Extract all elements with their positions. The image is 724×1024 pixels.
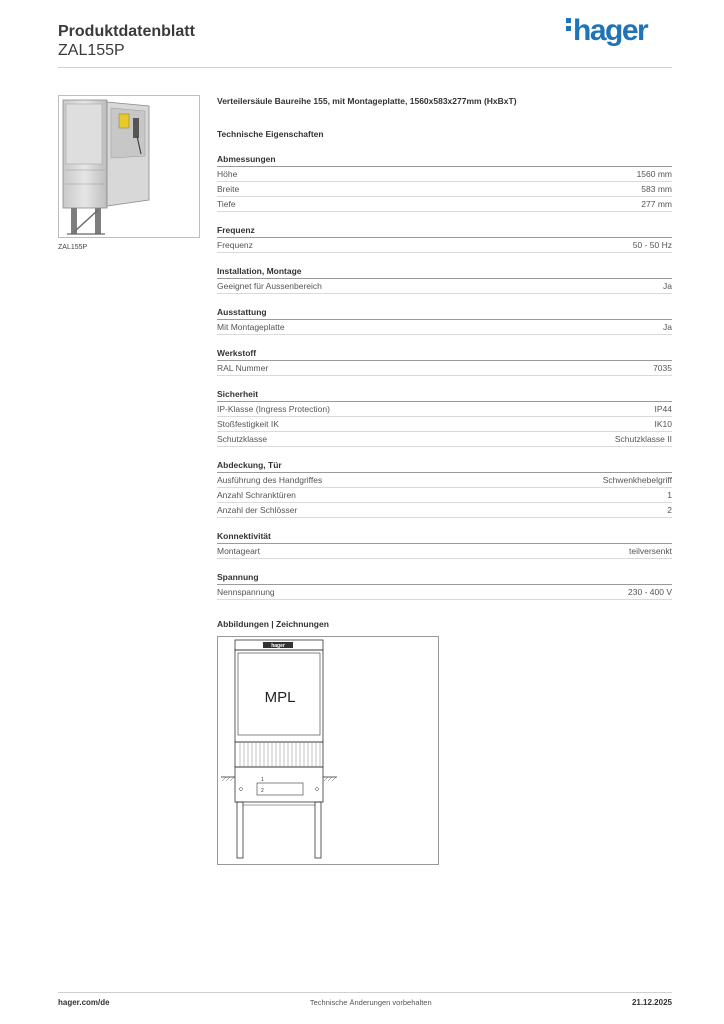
row-label: Nennspannung — [217, 587, 275, 597]
row-value: IP44 — [654, 404, 672, 414]
table-row — [217, 238, 672, 253]
row-value: teilversenkt — [629, 546, 672, 556]
row-label: RAL Nummer — [217, 363, 269, 373]
section-title: Werkstoff — [217, 347, 672, 361]
row-label: Breite — [217, 184, 240, 194]
row-value: Ja — [663, 322, 672, 332]
row-value: 1560 mm — [636, 169, 672, 179]
row-value: 50 - 50 Hz — [632, 240, 672, 250]
product-code: ZAL155P — [58, 42, 125, 59]
cabinet-drawing-icon — [218, 637, 438, 864]
technical-properties-heading: Technische Eigenschaften — [217, 129, 324, 139]
document-title: Produktdatenblatt — [58, 23, 195, 40]
row-value: 583 mm — [641, 184, 672, 194]
drawings-heading: Abbildungen | Zeichnungen — [217, 619, 329, 629]
row-label: Stoßfestigkeit IK — [217, 419, 279, 429]
row-value: 7035 — [653, 363, 672, 373]
hager-logo — [566, 14, 647, 48]
logo-text: hager — [573, 14, 648, 47]
row-value: 1 — [667, 490, 672, 500]
drawing-mark-1: 1 — [261, 777, 264, 783]
table-row — [217, 402, 672, 417]
section-title: Abdeckung, Tür — [217, 459, 672, 473]
section-spannung — [217, 571, 672, 600]
table-row — [217, 417, 672, 432]
table-row — [217, 488, 672, 503]
product-photo — [58, 95, 200, 238]
section-abmessungen — [217, 153, 672, 212]
section-title: Ausstattung — [217, 306, 672, 320]
table-row — [217, 585, 672, 600]
section-konnektivitaet — [217, 530, 672, 559]
row-label: IP-Klasse (Ingress Protection) — [217, 404, 330, 414]
footer-date: 21.12.2025 — [631, 998, 672, 1007]
row-label: Mit Montageplatte — [217, 322, 285, 332]
row-value: 2 — [667, 505, 672, 515]
technical-drawing — [217, 636, 439, 865]
table-row — [217, 279, 672, 294]
table-row — [217, 503, 672, 518]
table-row — [217, 544, 672, 559]
row-value: Schutzklasse II — [614, 434, 672, 444]
row-value: Schwenkhebelgriff — [602, 475, 672, 485]
section-title: Abmessungen — [217, 153, 672, 167]
row-label: Ausführung des Handgriffes — [217, 475, 323, 485]
drawing-mark-2: 2 — [261, 788, 264, 794]
section-title: Konnektivität — [217, 530, 672, 544]
row-label: Anzahl der Schlösser — [217, 505, 298, 515]
product-description: Verteilersäule Baureihe 155, mit Montageplatte, 1560x583x277mm (HxBxT) — [217, 96, 517, 106]
row-label: Montageart — [217, 546, 260, 556]
table-row — [217, 167, 672, 182]
row-label: Anzahl Schranktüren — [217, 490, 296, 500]
table-row — [217, 197, 672, 212]
footer-note: Technische Änderungen vorbehalten — [309, 998, 432, 1007]
section-title: Sicherheit — [217, 388, 672, 402]
section-installation — [217, 265, 672, 294]
table-row — [217, 182, 672, 197]
table-row — [217, 473, 672, 488]
product-details — [217, 94, 672, 865]
section-werkstoff — [217, 347, 672, 376]
section-title: Spannung — [217, 571, 672, 585]
row-value: 230 - 400 V — [628, 587, 672, 597]
logo-colon-icon — [566, 18, 571, 34]
table-row — [217, 432, 672, 447]
section-frequenz — [217, 224, 672, 253]
drawing-logo-label: hager — [271, 643, 285, 649]
photo-caption: ZAL155P — [58, 244, 88, 251]
row-value: 277 mm — [641, 199, 672, 209]
section-title: Frequenz — [217, 224, 672, 238]
document-footer — [58, 998, 672, 1007]
row-label: Frequenz — [217, 240, 253, 250]
row-label: Tiefe — [217, 199, 236, 209]
drawing-panel-label: MPL — [264, 689, 296, 706]
footer-website: hager.com/de — [58, 998, 110, 1007]
row-label: Geeignet für Aussenbereich — [217, 281, 322, 291]
footer-divider — [58, 992, 672, 993]
section-abdeckung — [217, 459, 672, 518]
row-label: Schutzklasse — [217, 434, 268, 444]
table-row — [217, 361, 672, 376]
section-title: Installation, Montage — [217, 265, 672, 279]
table-row — [217, 320, 672, 335]
section-ausstattung — [217, 306, 672, 335]
cabinet-photo-icon — [59, 96, 199, 237]
section-sicherheit — [217, 388, 672, 447]
row-label: Höhe — [217, 169, 238, 179]
row-value: Ja — [663, 281, 672, 291]
document-header — [58, 22, 195, 60]
row-value: IK10 — [654, 419, 672, 429]
header-divider — [58, 67, 672, 68]
